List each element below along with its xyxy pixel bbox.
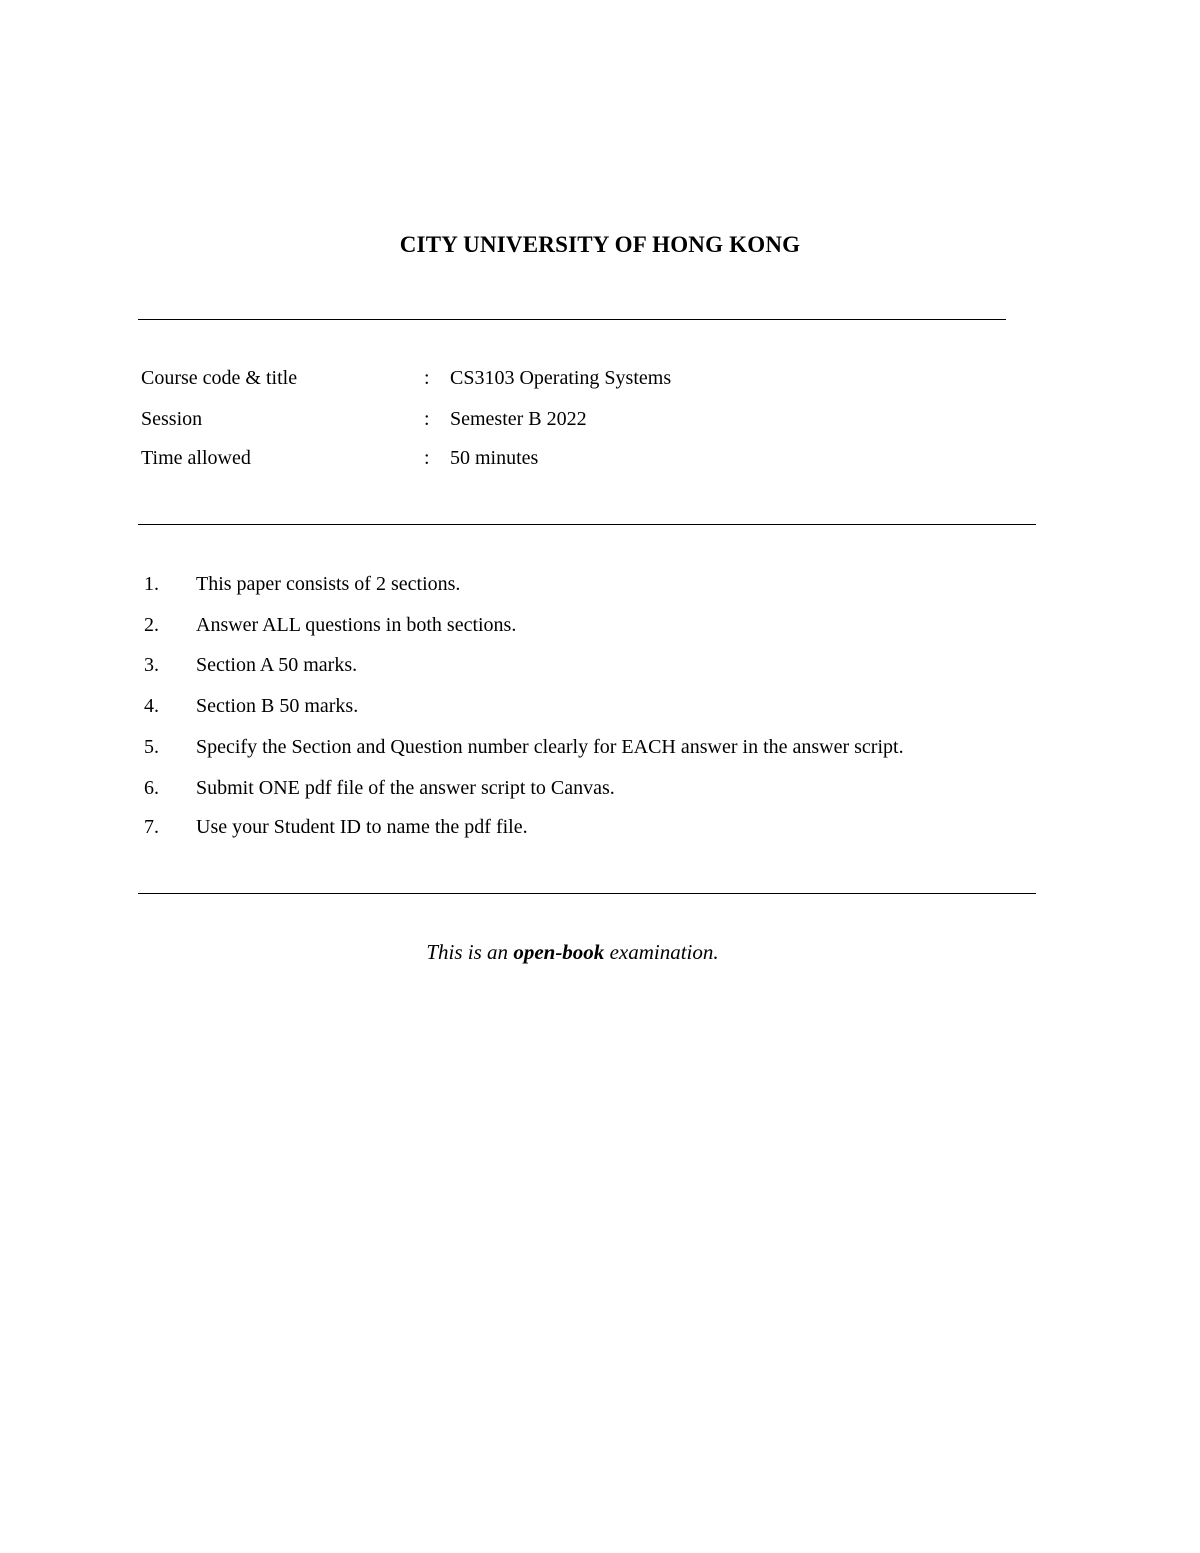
note-suffix: examination. bbox=[604, 940, 719, 964]
instruction-text: Section B 50 marks. bbox=[196, 695, 359, 717]
instruction-text: Answer ALL questions in both sections. bbox=[196, 614, 517, 636]
instruction-text: Section A 50 marks. bbox=[196, 654, 358, 676]
info-label: Session bbox=[141, 408, 203, 430]
info-label: Time allowed bbox=[141, 447, 251, 469]
info-value: CS3103 Operating Systems bbox=[450, 367, 672, 389]
note-emphasis: open-book bbox=[513, 940, 605, 964]
divider-bottom bbox=[138, 893, 1036, 894]
note-prefix: This is an bbox=[426, 940, 514, 964]
instruction-text: Use your Student ID to name the pdf file. bbox=[196, 816, 528, 838]
instruction-number: 2. bbox=[144, 614, 159, 636]
instruction-text: Submit ONE pdf file of the answer script to Canvas. bbox=[196, 777, 615, 799]
open-book-note bbox=[0, 937, 1145, 967]
instruction-text: Specify the Section and Question number clearly for EACH answer in the answer script. bbox=[196, 736, 904, 758]
info-value: 50 minutes bbox=[450, 447, 539, 469]
instruction-number: 3. bbox=[144, 654, 159, 676]
university-title: CITY UNIVERSITY OF HONG KONG bbox=[399, 232, 801, 257]
info-colon: : bbox=[424, 367, 430, 389]
info-colon: : bbox=[424, 447, 430, 469]
divider-middle bbox=[138, 524, 1036, 525]
instruction-number: 5. bbox=[144, 736, 159, 758]
info-value: Semester B 2022 bbox=[450, 408, 587, 430]
divider-top bbox=[138, 319, 1006, 320]
instruction-number: 1. bbox=[144, 573, 159, 595]
instruction-number: 6. bbox=[144, 777, 159, 799]
info-label: Course code & title bbox=[141, 367, 298, 389]
instruction-number: 7. bbox=[144, 816, 159, 838]
instruction-number: 4. bbox=[144, 695, 159, 717]
instruction-text: This paper consists of 2 sections. bbox=[196, 573, 461, 595]
info-colon: : bbox=[424, 408, 430, 430]
